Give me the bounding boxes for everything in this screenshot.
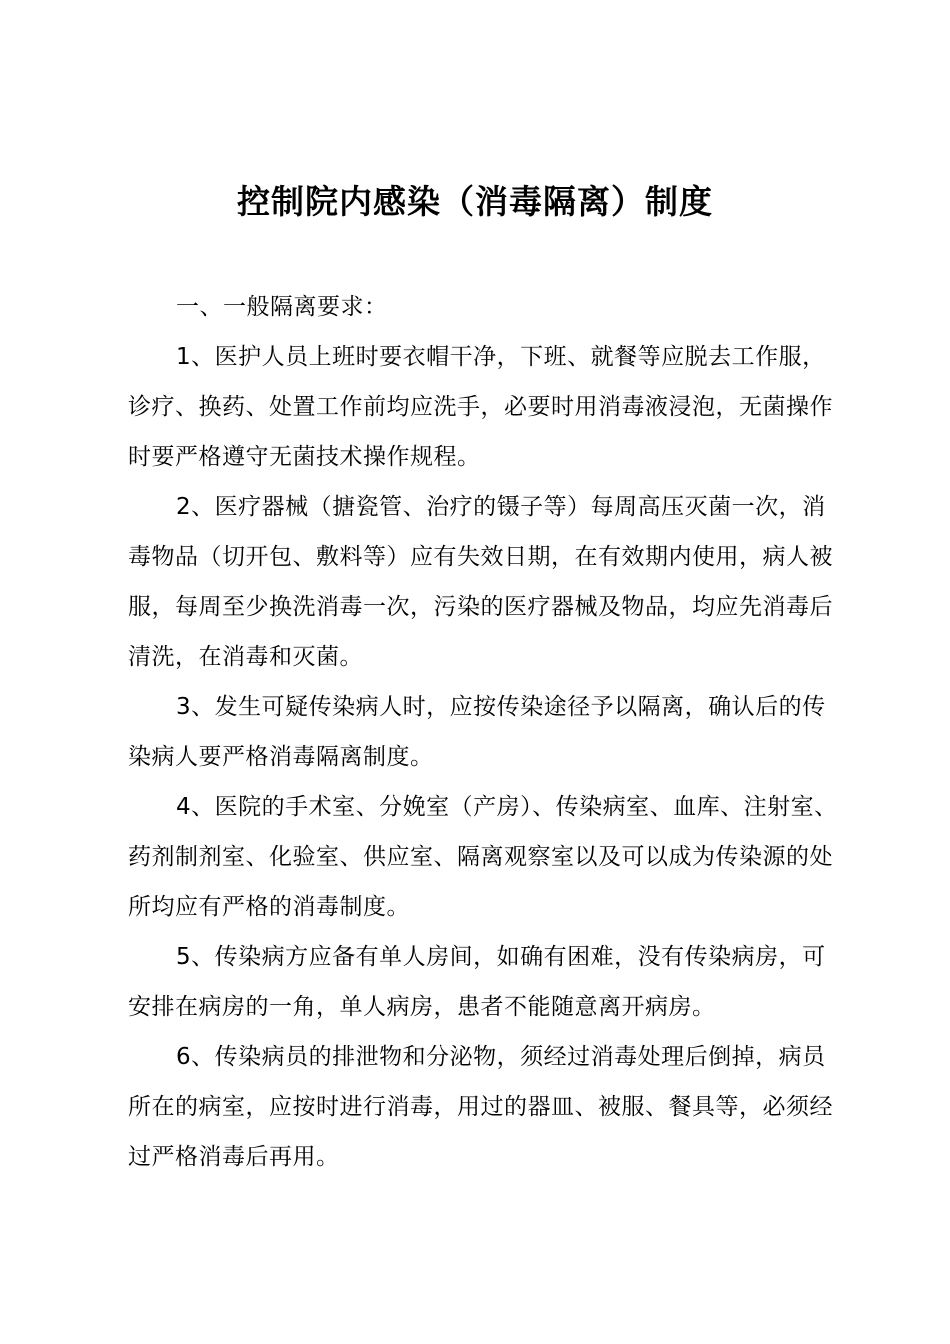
document-body	[128, 282, 848, 1182]
paragraph-2: 2、医疗器械（搪瓷管、治疗的镊子等）每周高压灭菌一次，消毒物品（切开包、敷料等）应有失效日期，在有效期内使用，病人被服，每周至少换洗消毒一次，污染的医疗器械及物品，均应先消毒后清洗，在消毒和灭菌。	[128, 494, 833, 670]
section-heading: 一、一般隔离要求：	[176, 294, 388, 320]
paragraph-6: 6、传染病员的排泄物和分泌物，须经过消毒处理后倒掉，病员所在的病室，应按时进行消毒，用过的器皿、被服、餐具等，必须经过严格消毒后再用。	[128, 1044, 833, 1170]
paragraph-1: 1、医护人员上班时要衣帽干净，下班、就餐等应脱去工作服，诊疗、换药、处置工作前均应洗手，必要时用消毒液浸泡，无菌操作时要严格遵守无菌技术操作规程。	[128, 344, 833, 470]
document-title: 控制院内感染（消毒隔离）制度	[237, 182, 713, 221]
paragraph-4: 4、医院的手术室、分娩室（产房）、传染病室、血库、注射室、药剂制剂室、化验室、供应室、隔离观察室以及可以成为传染源的处所均应有严格的消毒制度。	[128, 794, 838, 920]
paragraph-5: 5、传染病方应备有单人房间，如确有困难，没有传染病房，可安排在病房的一角，单人病房，患者不能随意离开病房。	[128, 944, 826, 1020]
paragraph-3: 3、发生可疑传染病人时，应按传染途径予以隔离，确认后的传染病人要严格消毒隔离制度。	[128, 694, 826, 770]
